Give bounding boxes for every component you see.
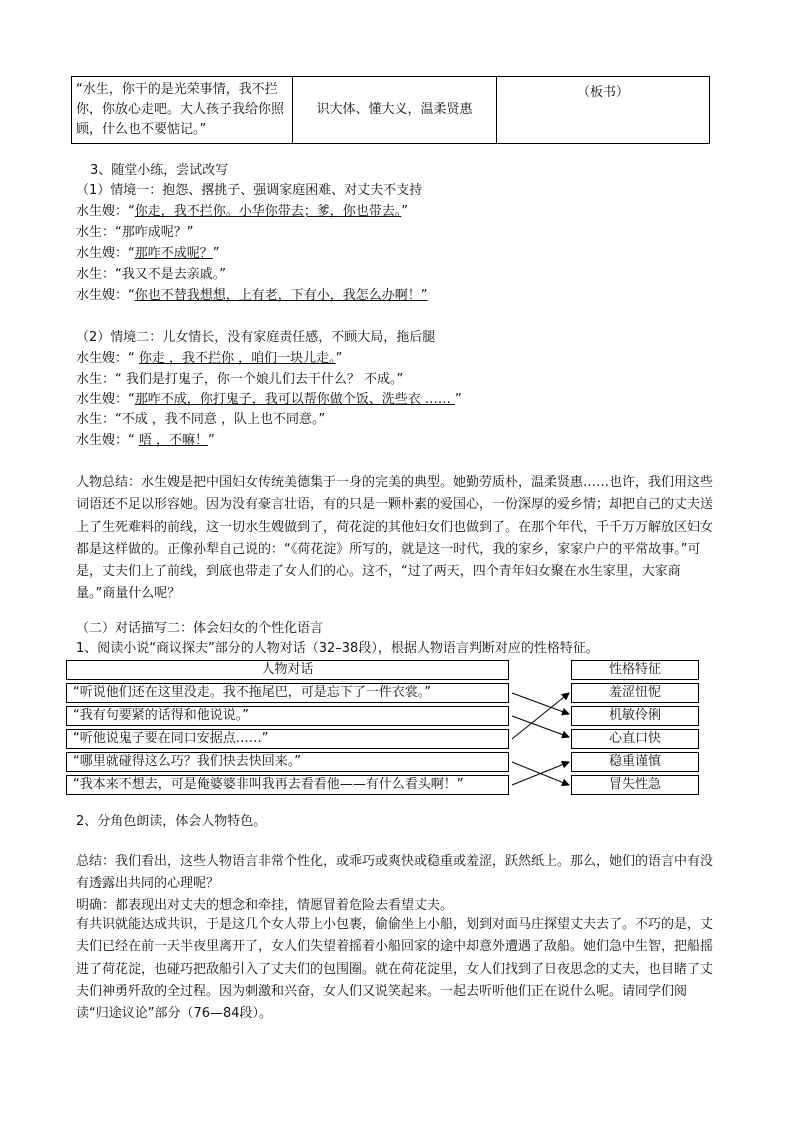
match-arrow (512, 762, 569, 785)
dialogue-quote: “我本来不想去，可是俺婆婆非叫我再去看看他——有什么看头啊！” (66, 775, 509, 795)
practice-heading: 3、随堂小练，尝试改写 (90, 163, 229, 178)
trait-column-header: 性格特征 (571, 660, 699, 680)
dialogue-quote: “哪里就碰得这么巧？我们快去快回来。” (66, 752, 509, 772)
dialogue-line: 水生：“我又不是去亲戚。” (76, 267, 226, 282)
trait-option: 冒失性急 (571, 775, 699, 795)
situation2-title: （2）情境二：儿女情长，没有家庭责任感，不顾大局，拖后腿 (76, 330, 436, 345)
question2: 2、分角色朗读，体会人物特色。 (76, 814, 267, 829)
dialogue-quote: “听他说鬼子要在同口安据点……” (66, 729, 509, 749)
match-arrow (512, 693, 569, 739)
board-note-cell: （板书） (497, 77, 710, 144)
trait-option: 心直口快 (571, 729, 699, 749)
dialogue-column-header: 人物对话 (66, 660, 509, 680)
dialogue-line: 水生嫂：“那咋不成，你打鬼子，我可以帮你做个饭、洗些衣 …… ” (76, 392, 462, 407)
conclusion-paragraph: 总结：我们看出，这些人物语言非常个性化，或乖巧或爽快或稳重或羞涩，跃然纸上。那么，她们的语言中有没有透露出共同的心理呢？ (76, 854, 714, 892)
character-summary: 人物总结：水生嫂是把中国妇女传统美德集于一身的完美的典型。她勤劳质朴，温柔贤惠……也许，我们用这些词语还不足以形容她。因为没有豪言壮语，有的只是一颗朴素的爱国心，一份深厚的爱乡情；却把自己的丈夫送上了生死难料的前线，这一切水生嫂做到了，荷花淀的其他妇女们也做到了。在那个年代，千千万万解放区妇女都是这样做的。正像孙犁自己说的：“《荷花淀》所写的，就是这一时代，我的家乡，家家户户的平常故事。”可是，丈夫们上了前线，到底也带走了女人们的心。这不，“过了两天，四个青年妇女聚在水生家里，大家商量。”商量什么呢？ (76, 475, 714, 602)
match-arrow (512, 762, 569, 785)
answer-paragraph: 明确：都表现出对丈夫的想念和牵挂，情愿冒着危险去看望丈夫。 (76, 898, 454, 913)
question1: 1、阅读小说“商议探夫”部分的人物对话（32–38段），根据人物语言判断对应的性格特征。 (76, 641, 599, 656)
trait-cell: 识大体、懂大义，温柔贤惠 (293, 77, 497, 144)
dialogue-line: 水生嫂：“你走，我不拦你。小华你带去；爹，你也带去。” (76, 204, 409, 219)
dialogue-line: 水生嫂：“ 唔 ，不嘛！” (76, 433, 215, 448)
match-arrow (512, 693, 569, 714)
situation1-title: （1）情境一：抱怨、撂挑子、强调家庭困难、对丈夫不支持 (76, 183, 423, 198)
match-arrow (512, 716, 569, 737)
dialogue-line: 水生嫂：“那咋不成呢？” (76, 246, 220, 261)
dialogue-line: 水生嫂：“你也不替我想想，上有老，下有小，我怎么办啊！” (76, 288, 428, 303)
dialogue-quote: “听说他们还在这里没走。我不拖尾巴，可是忘下了一件衣裳。” (66, 683, 509, 703)
quote-cell: “水生，你干的是光荣事情，我不拦你，你放心走吧。大人孩子我给你照顾，什么也不要惦记。” (72, 77, 293, 144)
dialogue-line: 水生：“那咋成呢？” (76, 225, 194, 240)
board-table (71, 76, 710, 144)
trait-option: 稳重谨慎 (571, 752, 699, 772)
trait-option: 羞涩忸怩 (571, 683, 699, 703)
dialogue-line: 水生嫂：“ 你走 ，我不拦你 ，咱们一块儿走。” (76, 351, 343, 366)
dialogue-quote: “我有句要紧的话得和他说说。” (66, 706, 509, 726)
section2-heading: （二）对话描写二：体会妇女的个性化语言 (76, 621, 324, 636)
trait-option: 机敏伶俐 (571, 706, 699, 726)
dialogue-line: 水生：“不成 ，我不同意 ，队上也不同意。” (76, 412, 326, 427)
story-paragraph: 有共识就能达成共识，于是这几个女人带上小包裹，偷偷坐上小船，划到对面马庄探望丈夫去了。不巧的是，丈夫们已经在前一天半夜里离开了，女人们失望着摇着小船回家的途中却意外遭遇了敌船。她们急中生智，把船摇进了荷花淀，也碰巧把敌船引入了丈夫们的包围圈。就在荷花淀里，女人们找到了日夜思念的丈夫，也目睹了丈夫们神勇歼敌的全过程。因为刺激和兴奋，女人们又说笑起来。一起去听听他们正在说什么呢。请同学们阅读“归途议论”部分（76—84段）。 (76, 917, 714, 1022)
dialogue-line: 水生：“ 我们是打鬼子，你一个娘儿们去干什么？ 不成。” (76, 372, 404, 387)
